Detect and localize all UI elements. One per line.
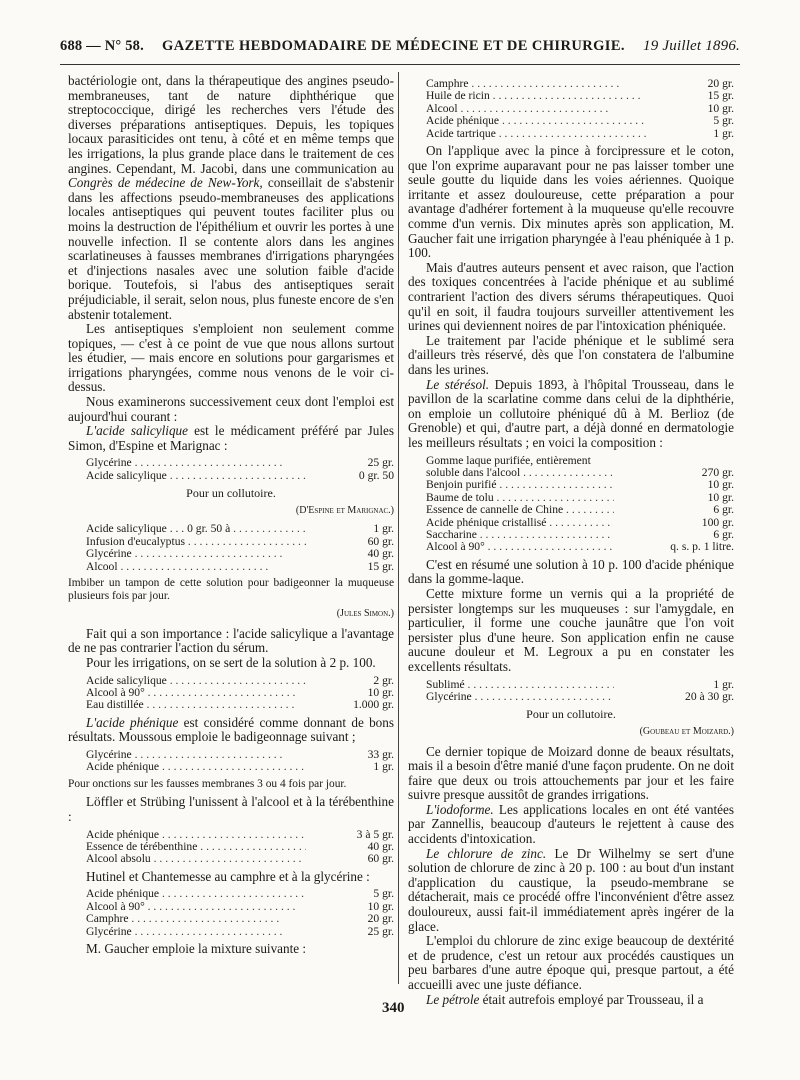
ingredient-amount: 6 gr. (713, 503, 734, 517)
ingredient-name: Alcool . . . (86, 561, 306, 573)
ingredient-amount: 60 gr. (367, 852, 394, 866)
paragraph: Le pétrole était autrefois employé par Trousseau, il a (426, 991, 704, 1007)
header-rule (60, 64, 740, 65)
ingredient-name: Alcool à 90° . . . (86, 687, 306, 699)
recipe-row (426, 103, 734, 115)
recipe-row (86, 853, 394, 865)
ingredient-name: Eau distillée . . . (86, 699, 306, 711)
recipe-row (86, 926, 394, 938)
folio-number: 340 (382, 1000, 405, 1016)
ingredient-amount: 3 à 5 gr. (356, 827, 394, 841)
recipe-row (86, 913, 394, 925)
recipe-list (86, 749, 394, 774)
ingredient-amount: 60 gr. (367, 534, 394, 548)
ingredient-amount: 1.000 gr. (353, 698, 394, 712)
ingredient-amount: 20 gr. (367, 912, 394, 926)
recipe-row (426, 691, 734, 703)
ingredient-name: Acide phénique . . . (86, 888, 306, 900)
recipe-list (86, 523, 394, 573)
ingredient-name: Sublimé . . . (426, 679, 614, 691)
recipe-row (426, 128, 734, 140)
recipe-row (86, 548, 394, 560)
ingredient-amount: 15 gr. (367, 559, 394, 573)
recipe-row (86, 829, 394, 841)
ingredient-amount: 1 gr. (713, 126, 734, 140)
issue-date: 19 Juillet 1896. (643, 38, 740, 54)
ingredient-amount: 25 gr. (367, 456, 394, 470)
recipe-credit: (Jules Simon.) (336, 608, 394, 620)
ingredient-amount: 1 gr. (713, 677, 734, 691)
ingredient-amount: 40 gr. (367, 547, 394, 561)
recipe-list (86, 675, 394, 712)
recipe-row (86, 675, 394, 687)
ingredient-name: Benjoin purifié . . . (426, 479, 614, 491)
recipe-row (86, 901, 394, 913)
ingredient-name: soluble dans l'alcool . . . (426, 467, 614, 479)
recipe-row (86, 687, 394, 699)
ingredient-amount: q. s. p. 1 litre. (670, 540, 734, 554)
recipe-row (426, 517, 734, 529)
ingredient-name: Huile de ricin . . . (426, 90, 646, 102)
ingredient-amount: 10 gr. (707, 101, 734, 115)
ingredient-name: Saccharine . . . (426, 529, 614, 541)
recipe-credit: (Goubeau et Moizard.) (639, 725, 734, 737)
paragraph: Le chlorure de zinc. Le Dr Wilhelmy se sert d'une solution de chlorure de zinc à 20 p. 100 : au bout d'un instant d'application du caustique, la pseudo-membrane se détacherait, mais ce procédé offre l'inconvénient d'être assez douloureux, aussi fait-il immédiatement après ingérer de la glace. (408, 845, 734, 934)
paragraph: Les antiseptiques s'emploient non seulement comme topiques, — c'est à ce point de vue que nous allons surtout les étudier, — mais encore en solutions pour gargarismes et irrigations pharyngées, comme nous venons de le voir ci-dessus. (68, 321, 394, 395)
ingredient-amount: 5 gr. (713, 114, 734, 128)
paragraph: L'emploi du chlorure de zinc exige beaucoup de dextérité et de prudence, c'est un retour aux procédés caustiques un peu barbares d'une autre époque qui, presque partout, a été accueilli avec une juste défiance. (408, 933, 734, 992)
paragraph: On l'applique avec la pince à forcipressure et le coton, que l'on exprime auparavant pour ne pas laisser tomber une seule goutte du liquide dans les voies aériennes. Quoique irritante et assez douloureuse, cette préparation a pour avantage d'adhérer fortement à la muqueuse qu'elle recouvre comme d'un vernis. Dix minutes après son application, M. Gaucher fait une irrigation pharyngée à l'eau phéniquée à 1 p. 100. (408, 143, 734, 261)
ingredient-amount: 15 gr. (707, 89, 734, 103)
paragraph: L'acide salicylique est le médicament préféré par Jules Simon, d'Espine et Marignac : (68, 423, 395, 453)
recipe-list (426, 78, 734, 140)
ingredient-name: Infusion d'eucalyptus . . . (86, 536, 306, 548)
ingredient-amount: 6 gr. (713, 527, 734, 541)
paragraph: L'acide phénique est considéré comme donnant de bons résultats. Moussous emploie le badigeonnage suivant ; (68, 714, 395, 745)
ingredient-amount: 25 gr. (367, 924, 394, 938)
ingredient-amount: 20 à 30 gr. (685, 689, 734, 703)
recipe-row (426, 541, 734, 553)
recipe-note: Pour onctions sur les fausses membranes 3 ou 4 fois par jour. (68, 777, 347, 790)
ingredient-name: Acide phénique . . . (86, 829, 306, 841)
recipe-row (86, 699, 394, 711)
ingredient-amount: 100 gr. (701, 515, 734, 529)
recipe-row (426, 115, 734, 127)
ingredient-name: Acide salicylique . . . (86, 470, 306, 482)
ingredient-name: Alcool à 90° . . . (86, 901, 306, 913)
ingredient-name: Glycérine . . . (426, 691, 614, 703)
ingredient-amount: 1 gr. (373, 522, 394, 536)
paragraph: Nous examinerons successivement ceux dont l'emploi est aujourd'hui courant : (68, 394, 394, 424)
ingredient-name: Camphre . . . (426, 78, 646, 90)
ingredient-name: Acide salicylique . . . 0 gr. 50 à . . . (86, 523, 306, 535)
ingredient-name: Alcool . . . (426, 103, 646, 115)
recipe-caption: Pour un collutoire. (186, 486, 276, 501)
recipe-row (86, 749, 394, 761)
page-number: 688 — N° 58. (60, 38, 144, 54)
ingredient-name: Acide phénique cristallisé . . . (426, 517, 614, 529)
recipe-row (86, 536, 394, 548)
paragraph: M. Gaucher emploie la mixture suivante : (86, 941, 307, 957)
recipe-row (426, 90, 734, 102)
recipe-row (426, 479, 734, 491)
paragraph: Pour les irrigations, on se sert de la solution à 2 p. 100. (86, 655, 376, 671)
column-separator (398, 72, 399, 984)
recipe-row (86, 561, 394, 573)
paragraph: Cette mixture forme un vernis qui a la propriété de persister longtemps sur les muqueuses : sur l'amygdale, en particulier, il forme une couche jaunâtre que l'on voit persister plus d'une heure. Son application enfin ne cause aucune douleur et M. Legroux a pu en constater les excellents résultats. (408, 585, 734, 674)
recipe-row (86, 841, 394, 853)
recipe-list (426, 679, 734, 704)
paragraph: C'est en résumé une solution à 10 p. 100 d'acide phénique dans la gomme-laque. (408, 556, 734, 587)
ingredient-name: Acide tartrique . . . (426, 128, 646, 140)
paragraph: bactériologie ont, dans la thérapeutique des angines pseudo-membraneuses, tant de nature diphthérique que streptococcique, dirigé les recherches vers l'étude des diverses préparations antiseptiques. Depuis, les topiques locaux parasiticides ont tenu, à côté et en même temps que les irrigations, la plus grande place dans le traitement de ces angines. Cependant, M. Jacobi, dans une communication au Congrès de médecine de New-York, conseillait de s'abstenir dans les affections pseudo-membraneuses des applications locales antiseptiques qui peuvent toutes faciliter plus ou moins la destruction de l'épithélium et ouvrir les portes à une nouvelle infection. Il se contente alors dans les angines scarlatineuses à fausses membranes d'irrigations pharyngées et d'injections nasales avec une solution faible d'acide borique. Toutefois, si l'abus des antiseptiques serait préjudiciable, il serait, selon nous, plus funeste encore de s'en abstenir totalement. (68, 73, 394, 322)
paragraph: Hutinel et Chantemesse au camphre et à la glycérine : (86, 868, 370, 884)
ingredient-amount: 33 gr. (367, 748, 394, 762)
ingredient-amount: 0 gr. 50 (358, 468, 394, 482)
paragraph: Fait qui a son importance : l'acide salicylique a l'avantage de ne pas contrarier l'action du sérum. (68, 625, 394, 656)
recipe-caption: Pour un collutoire. (526, 707, 616, 722)
ingredient-name: Acide phénique . . . (86, 761, 306, 773)
ingredient-amount: 20 gr. (707, 77, 734, 90)
recipe-row (426, 504, 734, 516)
paragraph: Löffler et Strübing l'unissent à l'alcool et à la térébenthine : (68, 794, 394, 825)
ingredient-amount: 10 gr. (367, 899, 394, 913)
paragraph: Mais d'autres auteurs pensent et avec raison, que l'action des toxiques concentrées à l'acide phénique et au sublimé contrarient l'action des divers sérums thérapeutiques. Quoi qu'il en soit, il faudra toujours surveiller attentivement les urines qui deviennent noires de par l'intoxication phéniquée. (408, 259, 734, 334)
ingredient-name: Baume de tolu . . . (426, 492, 614, 504)
ingredient-name: Acide phénique . . . (426, 115, 646, 127)
ingredient-name: Glycérine . . . (86, 457, 306, 469)
recipe-row (86, 457, 394, 469)
recipe-rows (426, 467, 734, 554)
ingredient-name: Alcool à 90° . . . (426, 541, 614, 553)
recipe-list (86, 829, 394, 866)
recipe-list (426, 455, 734, 554)
recipe-credit: (D'Espine et Marignac.) (295, 504, 394, 516)
ingredient-amount: 1 gr. (373, 760, 394, 774)
ingredient-name: Acide salicylique . . . (86, 675, 306, 687)
paragraph: L'iodoforme. Les applications locales en ont été vantées par Zannellis, beaucoup d'auteurs le rejettent à cause des accidents d'intoxication. (408, 801, 734, 847)
recipe-row (86, 761, 394, 773)
recipe-row (86, 888, 394, 900)
recipe-list (86, 457, 394, 482)
journal-title: GAZETTE HEBDOMADAIRE DE MÉDECINE ET DE CHIRURGIE. (162, 38, 625, 54)
ingredient-name: Essence de cannelle de Chine . . . (426, 504, 614, 516)
recipe-row (426, 467, 734, 479)
ingredient-amount: 40 gr. (367, 840, 394, 854)
paragraph: Le traitement par l'acide phénique et le sublimé sera d'ailleurs très réservé, dès que l'on constatera de l'albumine dans les urines. (408, 332, 734, 377)
ingredient-name: Alcool absolu . . . (86, 853, 306, 865)
left-column (68, 74, 394, 957)
recipe-row (86, 523, 394, 535)
recipe-row (426, 78, 734, 90)
right-column (408, 74, 734, 1007)
recipe-row (426, 492, 734, 504)
ingredient-name: Gomme laque purifiée, entièrement (426, 453, 591, 467)
ingredient-amount: 270 gr. (701, 465, 734, 479)
recipe-row (426, 455, 734, 467)
ingredient-name: Glycérine . . . (86, 749, 306, 761)
paragraph: Ce dernier topique de Moizard donne de beaux résultats, mais il a besoin d'être manié d'une façon prudente. On ne doit faire que deux ou trois attouchements par jour et les faire suivre presque aussitôt de grandes irrigations. (408, 743, 734, 803)
ingredient-name: Glycérine . . . (86, 926, 306, 938)
ingredient-amount: 10 gr. (707, 490, 734, 504)
ingredient-amount: 10 gr. (707, 478, 734, 492)
ingredient-name: Glycérine . . . (86, 548, 306, 560)
recipe-list (86, 888, 394, 938)
ingredient-name: Essence de térébenthine . . . (86, 841, 306, 853)
recipe-row (86, 470, 394, 482)
ingredient-amount: 10 gr. (367, 686, 394, 700)
ingredient-amount: 2 gr. (373, 673, 394, 687)
recipe-note: Imbiber un tampon de cette solution pour badigeonner la muqueuse plusieurs fois par jour. (68, 577, 394, 602)
ingredient-name: Camphre . . . (86, 913, 306, 925)
running-header (60, 38, 740, 62)
paragraph: Le stérésol. Depuis 1893, à l'hôpital Trousseau, dans le pavillon de la scarlatine comme dans celui de la diphthérie, on emploie un collutoire phéniqué dû à M. Berlioz (de Grenoble) et qui, d'autre part, a déjà donné en dermatologie les meilleurs résultats ; en voici la composition : (408, 376, 735, 450)
ingredient-amount: 5 gr. (373, 887, 394, 901)
